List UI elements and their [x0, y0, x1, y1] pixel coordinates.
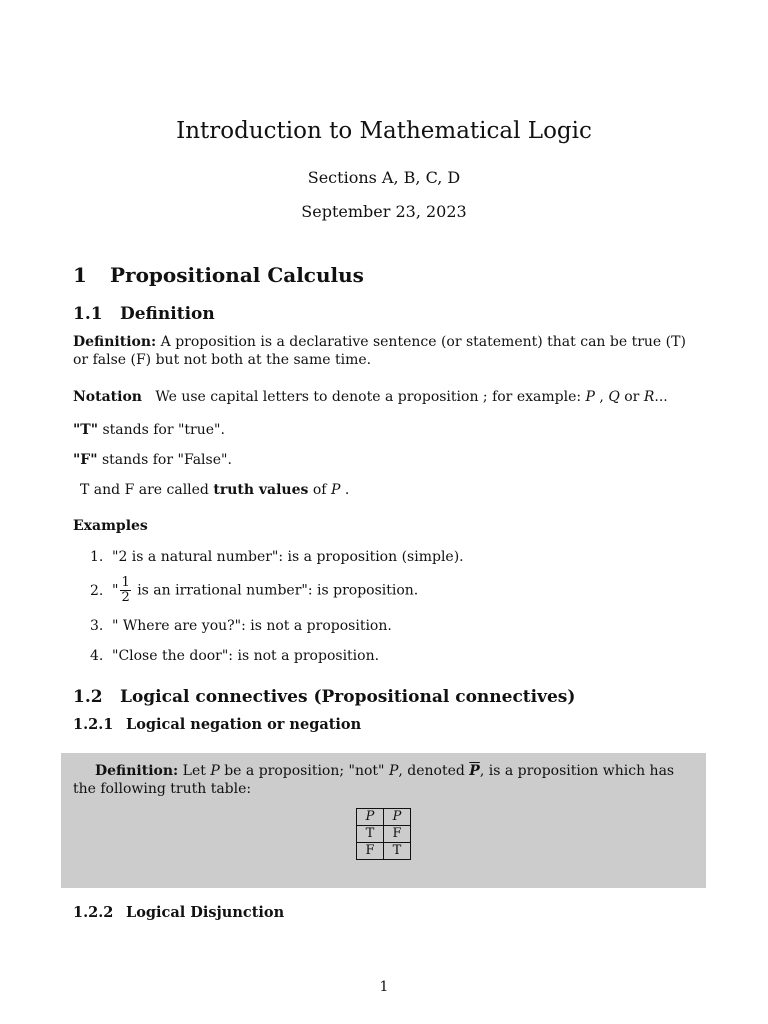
item-number: 2. — [90, 582, 104, 599]
table-cell: T — [384, 843, 411, 860]
negation-definition-label: Definition: — [95, 763, 179, 779]
section-title: Propositional Calculus — [110, 263, 364, 287]
item-number: 1. — [90, 549, 104, 565]
item-number: 4. — [90, 648, 104, 664]
f-definition-line — [73, 451, 695, 469]
notation-text: We use capital letters to denote a proposition ; for example: — [155, 389, 582, 405]
item-text: "2 is a natural number": is a proposition (simple). — [112, 549, 464, 565]
subsubsection-heading-1-2-2 — [73, 904, 284, 921]
item-number: 3. — [90, 618, 104, 634]
truth-values-var: P — [330, 482, 341, 498]
var-q: Q — [608, 389, 620, 405]
negation-text-1: Let — [182, 763, 206, 779]
notation-paragraph — [73, 388, 695, 406]
f-label: "F" — [73, 452, 98, 468]
t-label: "T" — [73, 422, 99, 438]
page-number: 1 — [379, 979, 389, 995]
truth-values-bold: truth values — [213, 482, 309, 498]
sections-line: Sections A, B, C, D — [307, 168, 461, 187]
subsubsection-number: 1.2.2 — [73, 904, 114, 921]
subsection-number: 1.2 — [73, 687, 103, 707]
table-cell: F — [357, 843, 384, 860]
subsection-heading-1-2 — [73, 687, 575, 707]
definition-text: A proposition is a declarative sentence (or statement) that can be true (T) or false (F) but not both at the same time. — [73, 334, 686, 368]
truth-values-end: . — [344, 482, 350, 498]
t-definition-line — [73, 421, 695, 439]
var-p: P — [585, 389, 595, 405]
f-text: stands for "False". — [101, 452, 232, 468]
section-number: 1 — [73, 263, 87, 287]
not-p-symbol: $\overline{P}$ — [469, 763, 480, 779]
negation-definition-box — [61, 753, 706, 888]
definition-paragraph — [73, 333, 695, 369]
ellipsis: ... — [654, 389, 668, 405]
truth-values-mid: of — [312, 482, 327, 498]
subsection-heading-1-1 — [73, 304, 215, 324]
header-not-p: $\overline{P}$ — [384, 809, 411, 826]
subsubsection-title: Logical Disjunction — [126, 904, 285, 921]
fraction-denominator: 2 — [121, 590, 130, 605]
item-text: is an irrational number": is proposition. — [137, 582, 419, 599]
negation-text-4: , is a proposition which has the following truth table: — [73, 763, 675, 797]
header-p: P — [357, 809, 384, 826]
document-date: September 23, 2023 — [301, 202, 467, 221]
negation-text-2: be a proposition; "not" — [224, 763, 385, 779]
list-item — [90, 648, 379, 664]
subsubsection-number: 1.2.1 — [73, 716, 114, 733]
notation-label: Notation — [73, 389, 142, 405]
section-heading-1 — [73, 263, 364, 287]
truth-values-line — [80, 481, 702, 499]
examples-heading: Examples — [73, 518, 148, 534]
or-word: or — [619, 389, 644, 405]
negation-definition-text — [73, 762, 695, 798]
list-item — [90, 549, 464, 565]
negation-text-3: , denoted — [398, 763, 465, 779]
item-quote: " — [112, 582, 119, 599]
definition-label: Definition: — [73, 334, 157, 350]
table-cell: T — [357, 826, 384, 843]
item-text: "Close the door": is not a proposition. — [112, 648, 380, 664]
list-item — [90, 576, 418, 605]
t-text: stands for "true". — [102, 422, 225, 438]
table-row — [357, 843, 411, 860]
truth-values-pre: T and F are called — [80, 482, 209, 498]
fraction-numerator: 1 — [121, 575, 130, 590]
fraction-one-half — [120, 576, 130, 605]
truth-table — [356, 808, 411, 860]
table-row — [357, 826, 411, 843]
document-title: Introduction to Mathematical Logic — [176, 118, 592, 144]
subsection-title: Definition — [120, 304, 215, 324]
list-item — [90, 618, 392, 634]
separator: , — [594, 389, 609, 405]
subsection-number: 1.1 — [73, 304, 103, 324]
var-p: P — [388, 763, 399, 779]
subsection-title: Logical connectives (Propositional connectives) — [120, 687, 576, 707]
item-text: " Where are you?": is not a proposition. — [112, 618, 392, 634]
table-cell: F — [384, 826, 411, 843]
var-p: P — [210, 763, 220, 779]
subsubsection-heading-1-2-1 — [73, 716, 361, 733]
table-header-row — [357, 809, 411, 826]
subsubsection-title: Logical negation or negation — [126, 716, 362, 733]
var-r: R — [643, 389, 655, 405]
